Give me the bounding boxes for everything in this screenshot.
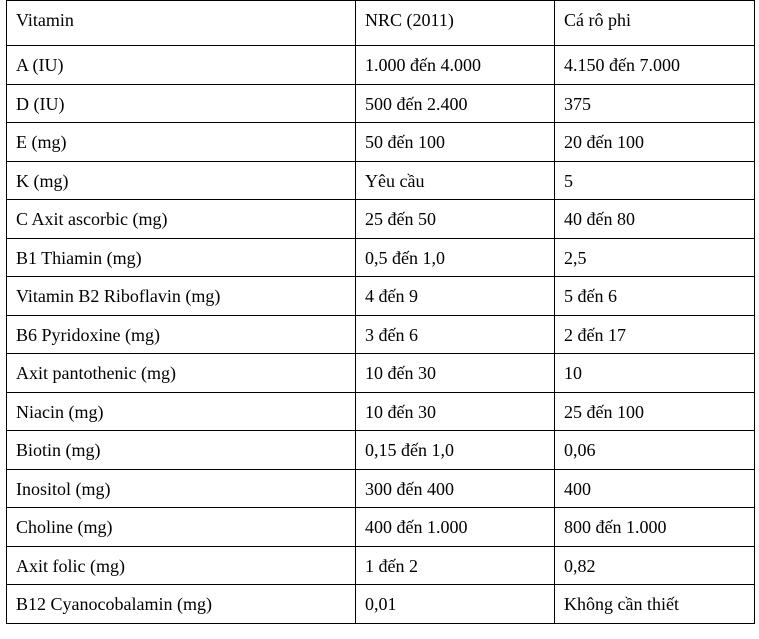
vitamin-cell: Niacin (mg) — [7, 392, 356, 431]
tilapia-value-cell: 25 đến 100 — [555, 392, 755, 431]
vitamin-cell: E (mg) — [7, 123, 356, 162]
vitamin-cell: Biotin (mg) — [7, 431, 356, 470]
nrc-value-cell: 10 đến 30 — [356, 354, 555, 393]
tilapia-value-cell: 40 đến 80 — [555, 200, 755, 239]
nrc-value-cell: 10 đến 30 — [356, 392, 555, 431]
table-row — [7, 508, 755, 547]
table-row — [7, 315, 755, 354]
nrc-value-cell: 50 đến 100 — [356, 123, 555, 162]
nrc-value-cell: 0,01 — [356, 585, 555, 624]
table-row — [7, 354, 755, 393]
vitamin-cell: K (mg) — [7, 161, 356, 200]
vitamin-cell: Axit pantothenic (mg) — [7, 354, 356, 393]
tilapia-value-cell: 2 đến 17 — [555, 315, 755, 354]
nrc-value-cell: 25 đến 50 — [356, 200, 555, 239]
table-row — [7, 123, 755, 162]
table-row — [7, 585, 755, 624]
table-row — [7, 546, 755, 585]
tilapia-value-cell: 4.150 đến 7.000 — [555, 46, 755, 85]
tilapia-value-cell: 375 — [555, 84, 755, 123]
tilapia-value-cell: 0,82 — [555, 546, 755, 585]
table-row — [7, 161, 755, 200]
nrc-value-cell: 1 đến 2 — [356, 546, 555, 585]
vitamin-cell: B12 Cyanocobalamin (mg) — [7, 585, 356, 624]
nrc-value-cell: 500 đến 2.400 — [356, 84, 555, 123]
vitamin-cell: C Axit ascorbic (mg) — [7, 200, 356, 239]
header-vitamin: Vitamin — [7, 1, 356, 46]
table-row — [7, 238, 755, 277]
table-row — [7, 46, 755, 85]
vitamin-cell: B6 Pyridoxine (mg) — [7, 315, 356, 354]
vitamin-requirements-table — [6, 0, 755, 624]
tilapia-value-cell: 400 — [555, 469, 755, 508]
header-nrc-2011: NRC (2011) — [356, 1, 555, 46]
tilapia-value-cell: 10 — [555, 354, 755, 393]
tilapia-value-cell: Không cần thiết — [555, 585, 755, 624]
tilapia-value-cell: 2,5 — [555, 238, 755, 277]
table-row — [7, 84, 755, 123]
nrc-value-cell: 0,15 đến 1,0 — [356, 431, 555, 470]
vitamin-cell: Choline (mg) — [7, 508, 356, 547]
vitamin-cell: Inositol (mg) — [7, 469, 356, 508]
tilapia-value-cell: 5 đến 6 — [555, 277, 755, 316]
table-body — [7, 1, 755, 624]
table-header-row — [7, 1, 755, 46]
tilapia-value-cell: 800 đến 1.000 — [555, 508, 755, 547]
vitamin-cell: Vitamin B2 Riboflavin (mg) — [7, 277, 356, 316]
header-tilapia: Cá rô phi — [555, 1, 755, 46]
tilapia-value-cell: 20 đến 100 — [555, 123, 755, 162]
table-row — [7, 431, 755, 470]
table-row — [7, 392, 755, 431]
tilapia-value-cell: 0,06 — [555, 431, 755, 470]
nrc-value-cell: 0,5 đến 1,0 — [356, 238, 555, 277]
nrc-value-cell: Yêu cầu — [356, 161, 555, 200]
tilapia-value-cell: 5 — [555, 161, 755, 200]
vitamin-cell: D (IU) — [7, 84, 356, 123]
table-row — [7, 469, 755, 508]
nrc-value-cell: 1.000 đến 4.000 — [356, 46, 555, 85]
vitamin-cell: Axit folic (mg) — [7, 546, 356, 585]
table-row — [7, 277, 755, 316]
nrc-value-cell: 400 đến 1.000 — [356, 508, 555, 547]
vitamin-cell: B1 Thiamin (mg) — [7, 238, 356, 277]
nrc-value-cell: 300 đến 400 — [356, 469, 555, 508]
nrc-value-cell: 4 đến 9 — [356, 277, 555, 316]
table-row — [7, 200, 755, 239]
vitamin-cell: A (IU) — [7, 46, 356, 85]
nrc-value-cell: 3 đến 6 — [356, 315, 555, 354]
